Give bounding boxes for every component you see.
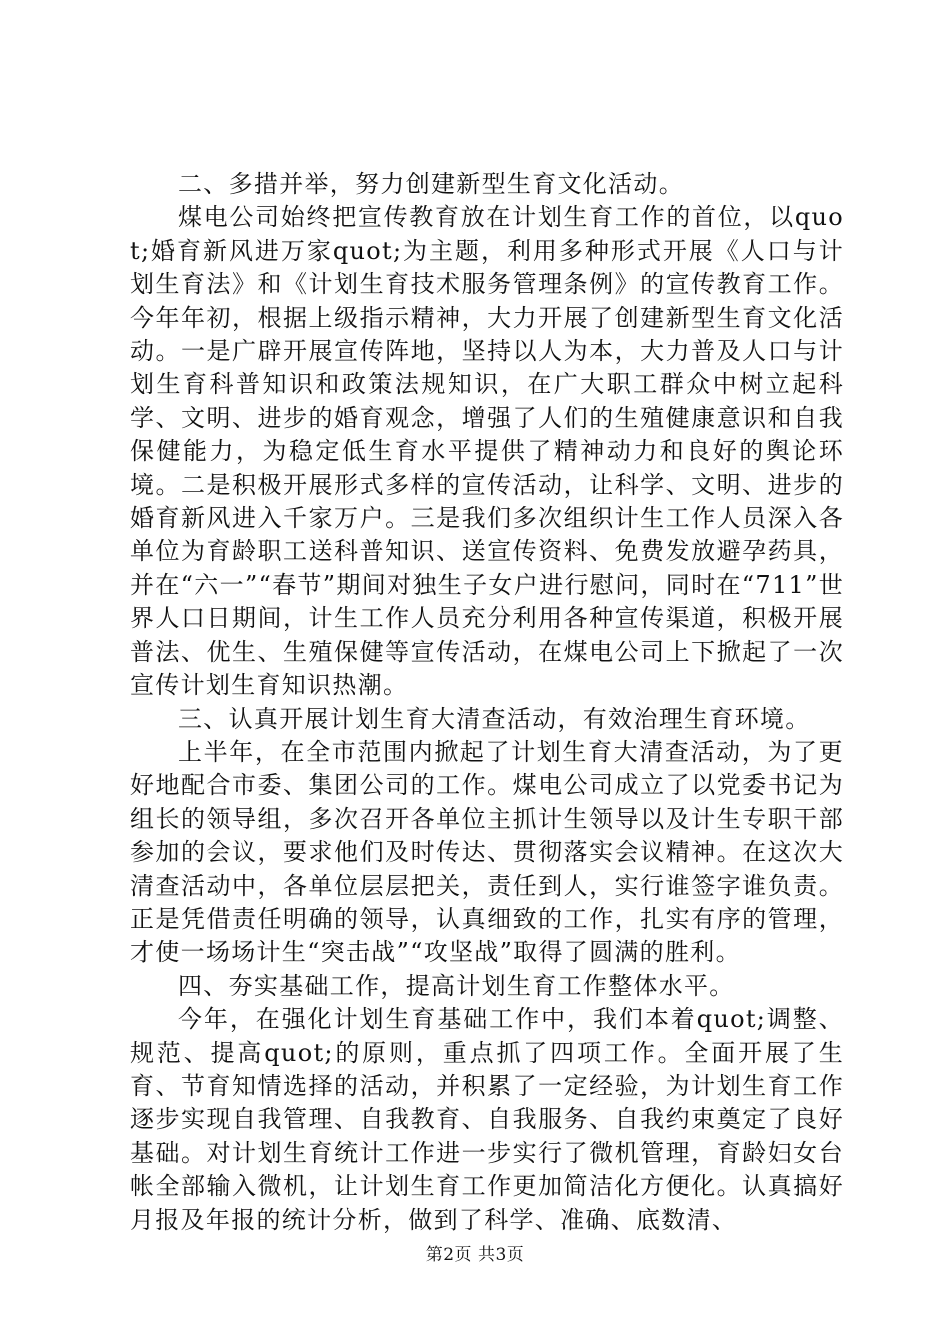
page-number-footer: 第2页 共3页 bbox=[425, 1245, 525, 1265]
document-body bbox=[130, 168, 844, 1237]
body-paragraph: 今年，在强化计划生育基础工作中，我们本着quot;调整、规范、提高quot;的原则，重点抓了四项工作。全面开展了生育、节育知情选择的活动，并积累了一定经验，为计划生育工作逐步实现自我管理、自我教育、自我服务、自我约束奠定了良好基础。对计划生育统计工作进一步实行了微机管理，育龄妇女台帐全部输入微机，让计划生育工作更加简洁化方便化。认真搞好月报及年报的统计分析，做到了科学、准确、底数清、 bbox=[130, 1005, 844, 1234]
section-heading-3: 三、认真开展计划生育大清查活动，有效治理生育环境。 bbox=[178, 704, 811, 733]
body-paragraph: 煤电公司始终把宣传教育放在计划生育工作的首位，以quot;婚育新风进万家quot;为主题，利用多种形式开展《人口与计划生育法》和《计划生育技术服务管理条例》的宣传教育工作。今年年初，根据上级指示精神，大力开展了创建新型生育文化活动。一是广辟开展宣传阵地，坚持以人为本，大力普及人口与计划生育科普知识和政策法规知识，在广大职工群众中树立起科学、文明、进步的婚育观念，增强了人们的生殖健康意识和自我保健能力，为稳定低生育水平提供了精神动力和良好的舆论环境。二是积极开展形式多样的宣传活动，让科学、文明、进步的婚育新风进入千家万户。三是我们多次组织计生工作人员深入各单位为育龄职工送科普知识、送宣传资料、免费发放避孕药具，并在“六一”“春节”期间对独生子女户进行慰问，同时在“711”世界人口日期间，计生工作人员充分利用各种宣传渠道，积极开展普法、优生、生殖保健等宣传活动，在煤电公司上下掀起了一次宣传计划生育知识热潮。 bbox=[130, 203, 844, 700]
section-heading-2: 二、多措并举，努力创建新型生育文化活动。 bbox=[178, 170, 684, 198]
section-heading-4: 四、夯实基础工作，提高计划生育工作整体水平。 bbox=[178, 971, 735, 1000]
body-paragraph: 上半年，在全市范围内掀起了计划生育大清查活动，为了更好地配合市委、集团公司的工作。煤电公司成立了以党委书记为组长的领导组，多次召开各单位主抓计生领导以及计生专职干部参加的会议，要求他们及时传达、贯彻落实会议精神。在这次大清查活动中，各单位层层把关，责任到人，实行谁签字谁负责。正是凭借责任明确的领导，认真细致的工作，扎实有序的管理，才使一场场计生“突击战”“攻坚战”取得了圆满的胜利。 bbox=[130, 737, 844, 967]
